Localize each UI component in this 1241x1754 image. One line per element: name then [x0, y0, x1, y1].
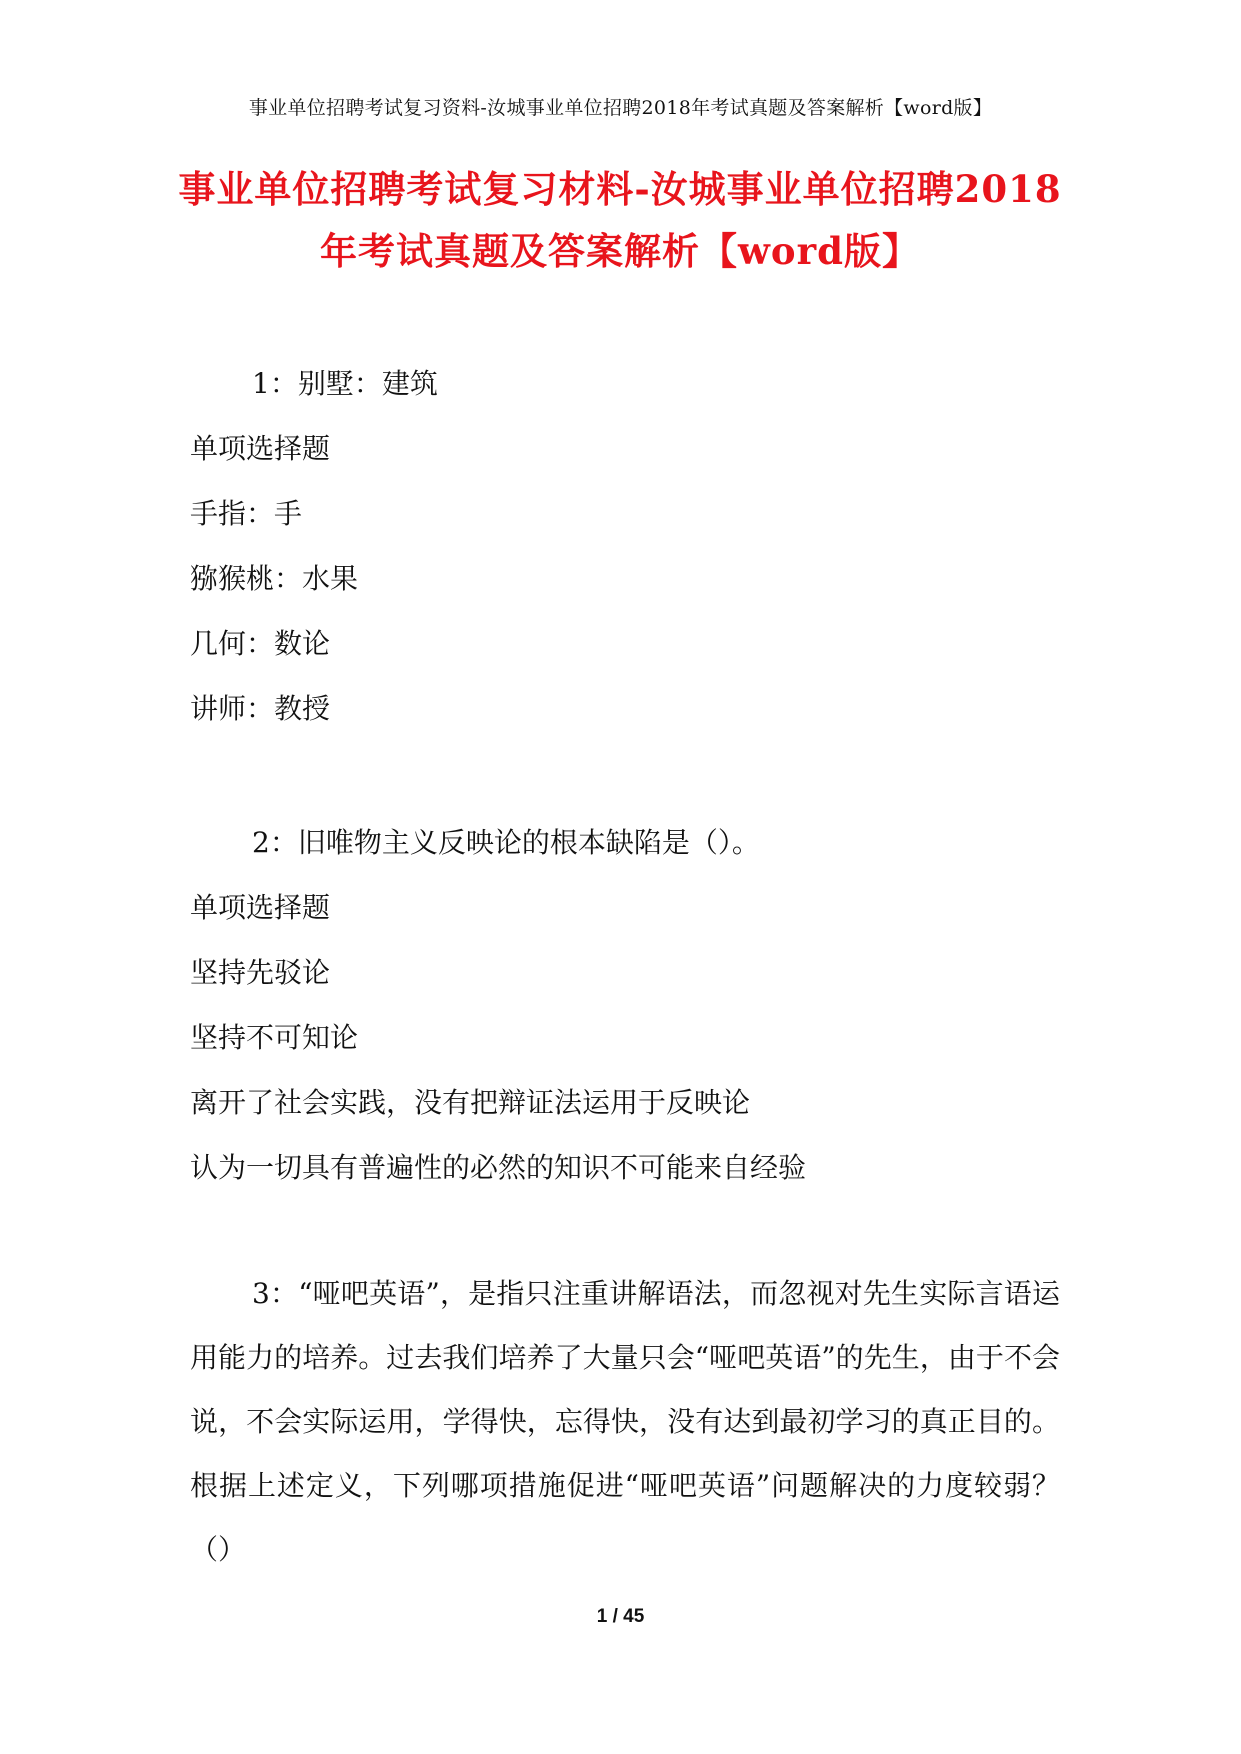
- question-2: [190, 811, 1060, 1200]
- spacer: [190, 741, 1060, 811]
- option-b: 猕猴桃：水果: [190, 562, 359, 595]
- page-number: 1 / 45: [596, 1606, 645, 1627]
- option-d: 讲师：教授: [190, 692, 331, 725]
- option-a: 手指：手: [190, 497, 303, 530]
- question-type: 单项选择题: [190, 432, 331, 465]
- question-1: [190, 352, 1060, 741]
- spacer: [190, 1200, 1060, 1262]
- question-stem: 2：旧唯物主义反映论的根本缺陷是（）。: [252, 826, 760, 859]
- option-a: 坚持先驳论: [190, 956, 331, 989]
- question-stem: 3：“哑吧英语”，是指只注重讲解语法，而忽视对先生实际言语运用能力的培养。过去我们培养了大量只会“哑吧英语”的先生，由于不会说，不会实际运用，学得快，忘得快，没有达到最初学习的真正目的。根据上述定义，下列哪项措施促进“哑吧英语”问题解决的力度较弱？（）: [190, 1277, 1060, 1566]
- option-b: 坚持不可知论: [190, 1021, 359, 1054]
- document-body: [190, 352, 1060, 1582]
- option-d: 认为一切具有普遍性的必然的知识不可能来自经验: [190, 1151, 807, 1184]
- running-header: 事业单位招聘考试复习资料-汝城事业单位招聘2018年考试真题及答案解析【word版】: [248, 97, 993, 119]
- option-c: 离开了社会实践，没有把辩证法运用于反映论: [190, 1086, 751, 1119]
- question-type: 单项选择题: [190, 891, 331, 924]
- option-c: 几何：数论: [190, 627, 331, 660]
- document-title: 事业单位招聘考试复习材料-汝城事业单位招聘2018年考试真题及答案解析【word版】: [178, 167, 1062, 273]
- question-3: [190, 1262, 1060, 1582]
- question-stem: 1：别墅：建筑: [252, 367, 438, 400]
